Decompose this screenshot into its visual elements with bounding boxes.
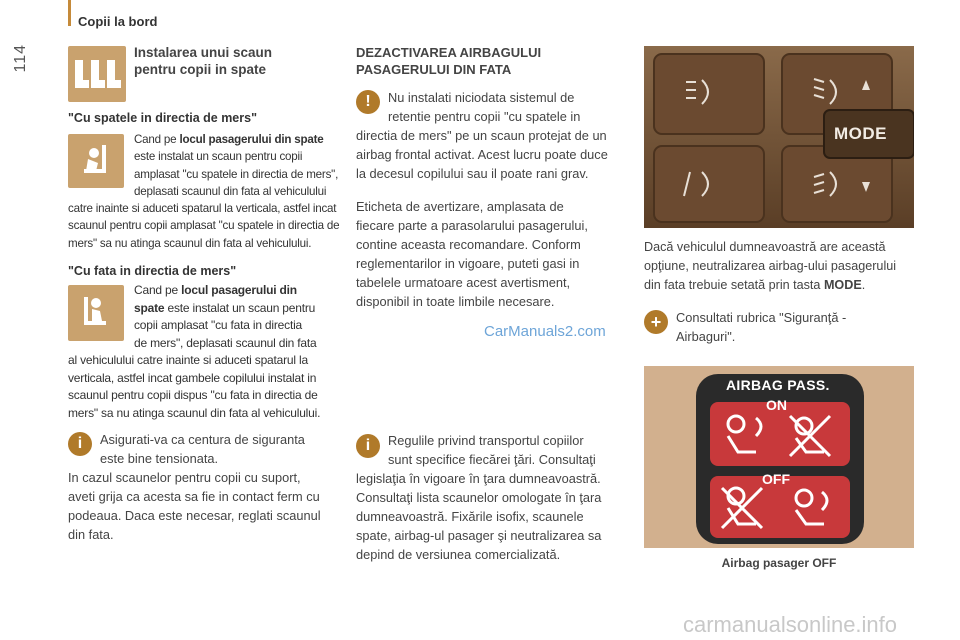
text-line: scaunul pentru copii dispus "cu fata in directia de (68, 388, 318, 402)
child-seat-rear-title (134, 44, 272, 78)
text-line: spate, airbag-ul pasager şi neutralizarea sa (356, 528, 602, 543)
rear-facing-seat-icon (68, 134, 124, 188)
consult-note (676, 308, 916, 346)
text-line: Consultati rubrica "Siguranţă - (676, 310, 847, 325)
airbag-off-label: OFF (762, 471, 790, 487)
watermark-carmanuals: CarManuals2.com (484, 323, 606, 340)
text-line: Nu instalati niciodata sistemul de (388, 90, 575, 105)
title-line: DEZACTIVAREA AIRBAGULUI (356, 45, 542, 60)
mode-button: MODE (834, 124, 887, 143)
text-line: Eticheta de avertizare, amplasata de (356, 199, 564, 214)
rear-facing-text-indented (134, 131, 344, 201)
text-line: disponibil in toate limbile necesare. (356, 294, 555, 309)
airbag-status-panel-photo (644, 366, 914, 548)
front-facing-seat-icon (68, 285, 124, 341)
page-number: 114 (12, 44, 29, 73)
emphasis: MODE (823, 278, 862, 292)
airbag-off-caption: Airbag pasager OFF (721, 556, 837, 570)
text-line: In cazul scaunelor pentru copii cu suport, (68, 470, 301, 485)
rules-text-indented (388, 431, 628, 469)
text-line: Consultaţi lista scaunelor omologate în ţara (356, 490, 602, 505)
text-line: la decesul copilului sau il poate rani grav. (356, 166, 589, 181)
emphasis: locul pasagerului din (181, 283, 297, 297)
text-line: deplasati scaunul din fata al vehiculului (134, 185, 327, 199)
text-line: aveti grija ca acesta sa fie in contact ferm cu (68, 489, 320, 504)
warning-label-paragraph (356, 197, 631, 311)
front-facing-text-indented (134, 282, 344, 352)
text: Cand pe (134, 133, 180, 146)
info-icon: i (356, 434, 380, 458)
airbag-deactivation-title (356, 44, 541, 78)
text-line: Dacă vehiculul dumneavoastră are această (644, 240, 886, 254)
text-line: airbag frontal activat. Acest lucru poate duce (356, 147, 608, 162)
text-line: reglementarilor in vigoare, puteti gasi in (356, 256, 580, 271)
support-leg-paragraph (68, 468, 353, 544)
seatbelt-note (100, 430, 350, 468)
airbag-on-label: ON (766, 397, 787, 413)
text-line: tabelele urmatoare acest avertisment, (356, 275, 571, 290)
text-line: de mers", deplasati scaunul din fata (134, 335, 317, 350)
text-line: podeaua. Daca este necesar, reglati scaunul (68, 508, 321, 523)
text: este instalat un scaun pentru (164, 300, 316, 315)
text-line: este instalat un scaun pentru copii (134, 150, 303, 164)
text-line: mers" sa nu atinga scaunul din fata al vehiculului. (68, 405, 321, 420)
text-line: fiecare parte a parasolarului pasagerului, (356, 218, 588, 233)
text-line: legislaţia în vigoare în ţara dumneavoastră. (356, 471, 601, 486)
front-facing-text (68, 352, 348, 422)
text-line: dumneavoastră. Fixările isofix, scaunele (356, 509, 584, 524)
text-line: depind de versiunea comercializată. (356, 547, 561, 562)
rear-facing-heading: "Cu spatele in directia de mers" (68, 111, 258, 125)
section-title: Copii la bord (78, 14, 158, 29)
title-line: PASAGERULUI DIN FATA (356, 62, 512, 77)
plus-icon: + (644, 310, 668, 334)
mode-paragraph (644, 238, 934, 295)
title-line: Instalarea unui scaun (134, 45, 273, 60)
text-line: scaunul pentru copii amplasat "cu spatele in directia de (68, 219, 340, 233)
info-icon: i (68, 432, 92, 456)
text-line: retentie pentru copii "cu spatele in (388, 109, 581, 124)
text-line: catre inainte si aduceti spatarul la verticala, astfel incat (68, 202, 337, 215)
warning-icon: ! (356, 90, 380, 114)
text-line: mers" sa nu atinga scaunul din fata al vehiculului. (68, 236, 312, 250)
rear-seats-icon (68, 46, 126, 102)
text-line: Asigurati-va ca centura de siguranta (100, 432, 305, 447)
warning-text-indented (388, 88, 628, 126)
approved-seats-paragraph (356, 488, 631, 564)
text-line: verticala, astfel incat gambele copilului instalat in (68, 370, 317, 385)
rear-facing-text (68, 200, 348, 252)
text-line: contine aceasta recomandare. Conform (356, 237, 581, 252)
text-line: Regulile privind transportul copiilor (388, 433, 584, 448)
text: Cand pe (134, 283, 182, 297)
airbag-pass-label: AIRBAG PASS. (726, 377, 830, 393)
text-line: al vehiculului catre inainte si aduceti spatarul la (68, 353, 308, 367)
text-line: copii amplasat "cu fata in directia (134, 318, 303, 332)
text: din fata trebuie setată prin tasta (644, 278, 824, 292)
text-line: directia de mers" pe un scaun protejat de un (356, 128, 607, 143)
text-line: opţiune, neutralizarea airbag-ului pasagerului (644, 259, 897, 273)
text-line: sunt specifice fiecărei ţări. Consultaţi (388, 452, 596, 467)
text: . (861, 278, 866, 292)
emphasis: spate (134, 300, 165, 315)
text-line: este bine tensionata. (100, 451, 219, 466)
front-facing-heading: "Cu fata in directia de mers" (68, 264, 237, 278)
text-line: amplasat "cu spatele in directia de mers", (134, 167, 339, 181)
title-line: pentru copii in spate (134, 62, 267, 77)
text-line: din fata. (68, 527, 114, 542)
text-line: Airbaguri". (676, 329, 736, 344)
warning-text (356, 126, 631, 183)
emphasis: locul pasagerului din spate (179, 133, 324, 146)
footer-watermark: carmanualsonline.info (683, 612, 898, 637)
section-marker-bar (68, 0, 71, 26)
rules-text (356, 469, 631, 488)
